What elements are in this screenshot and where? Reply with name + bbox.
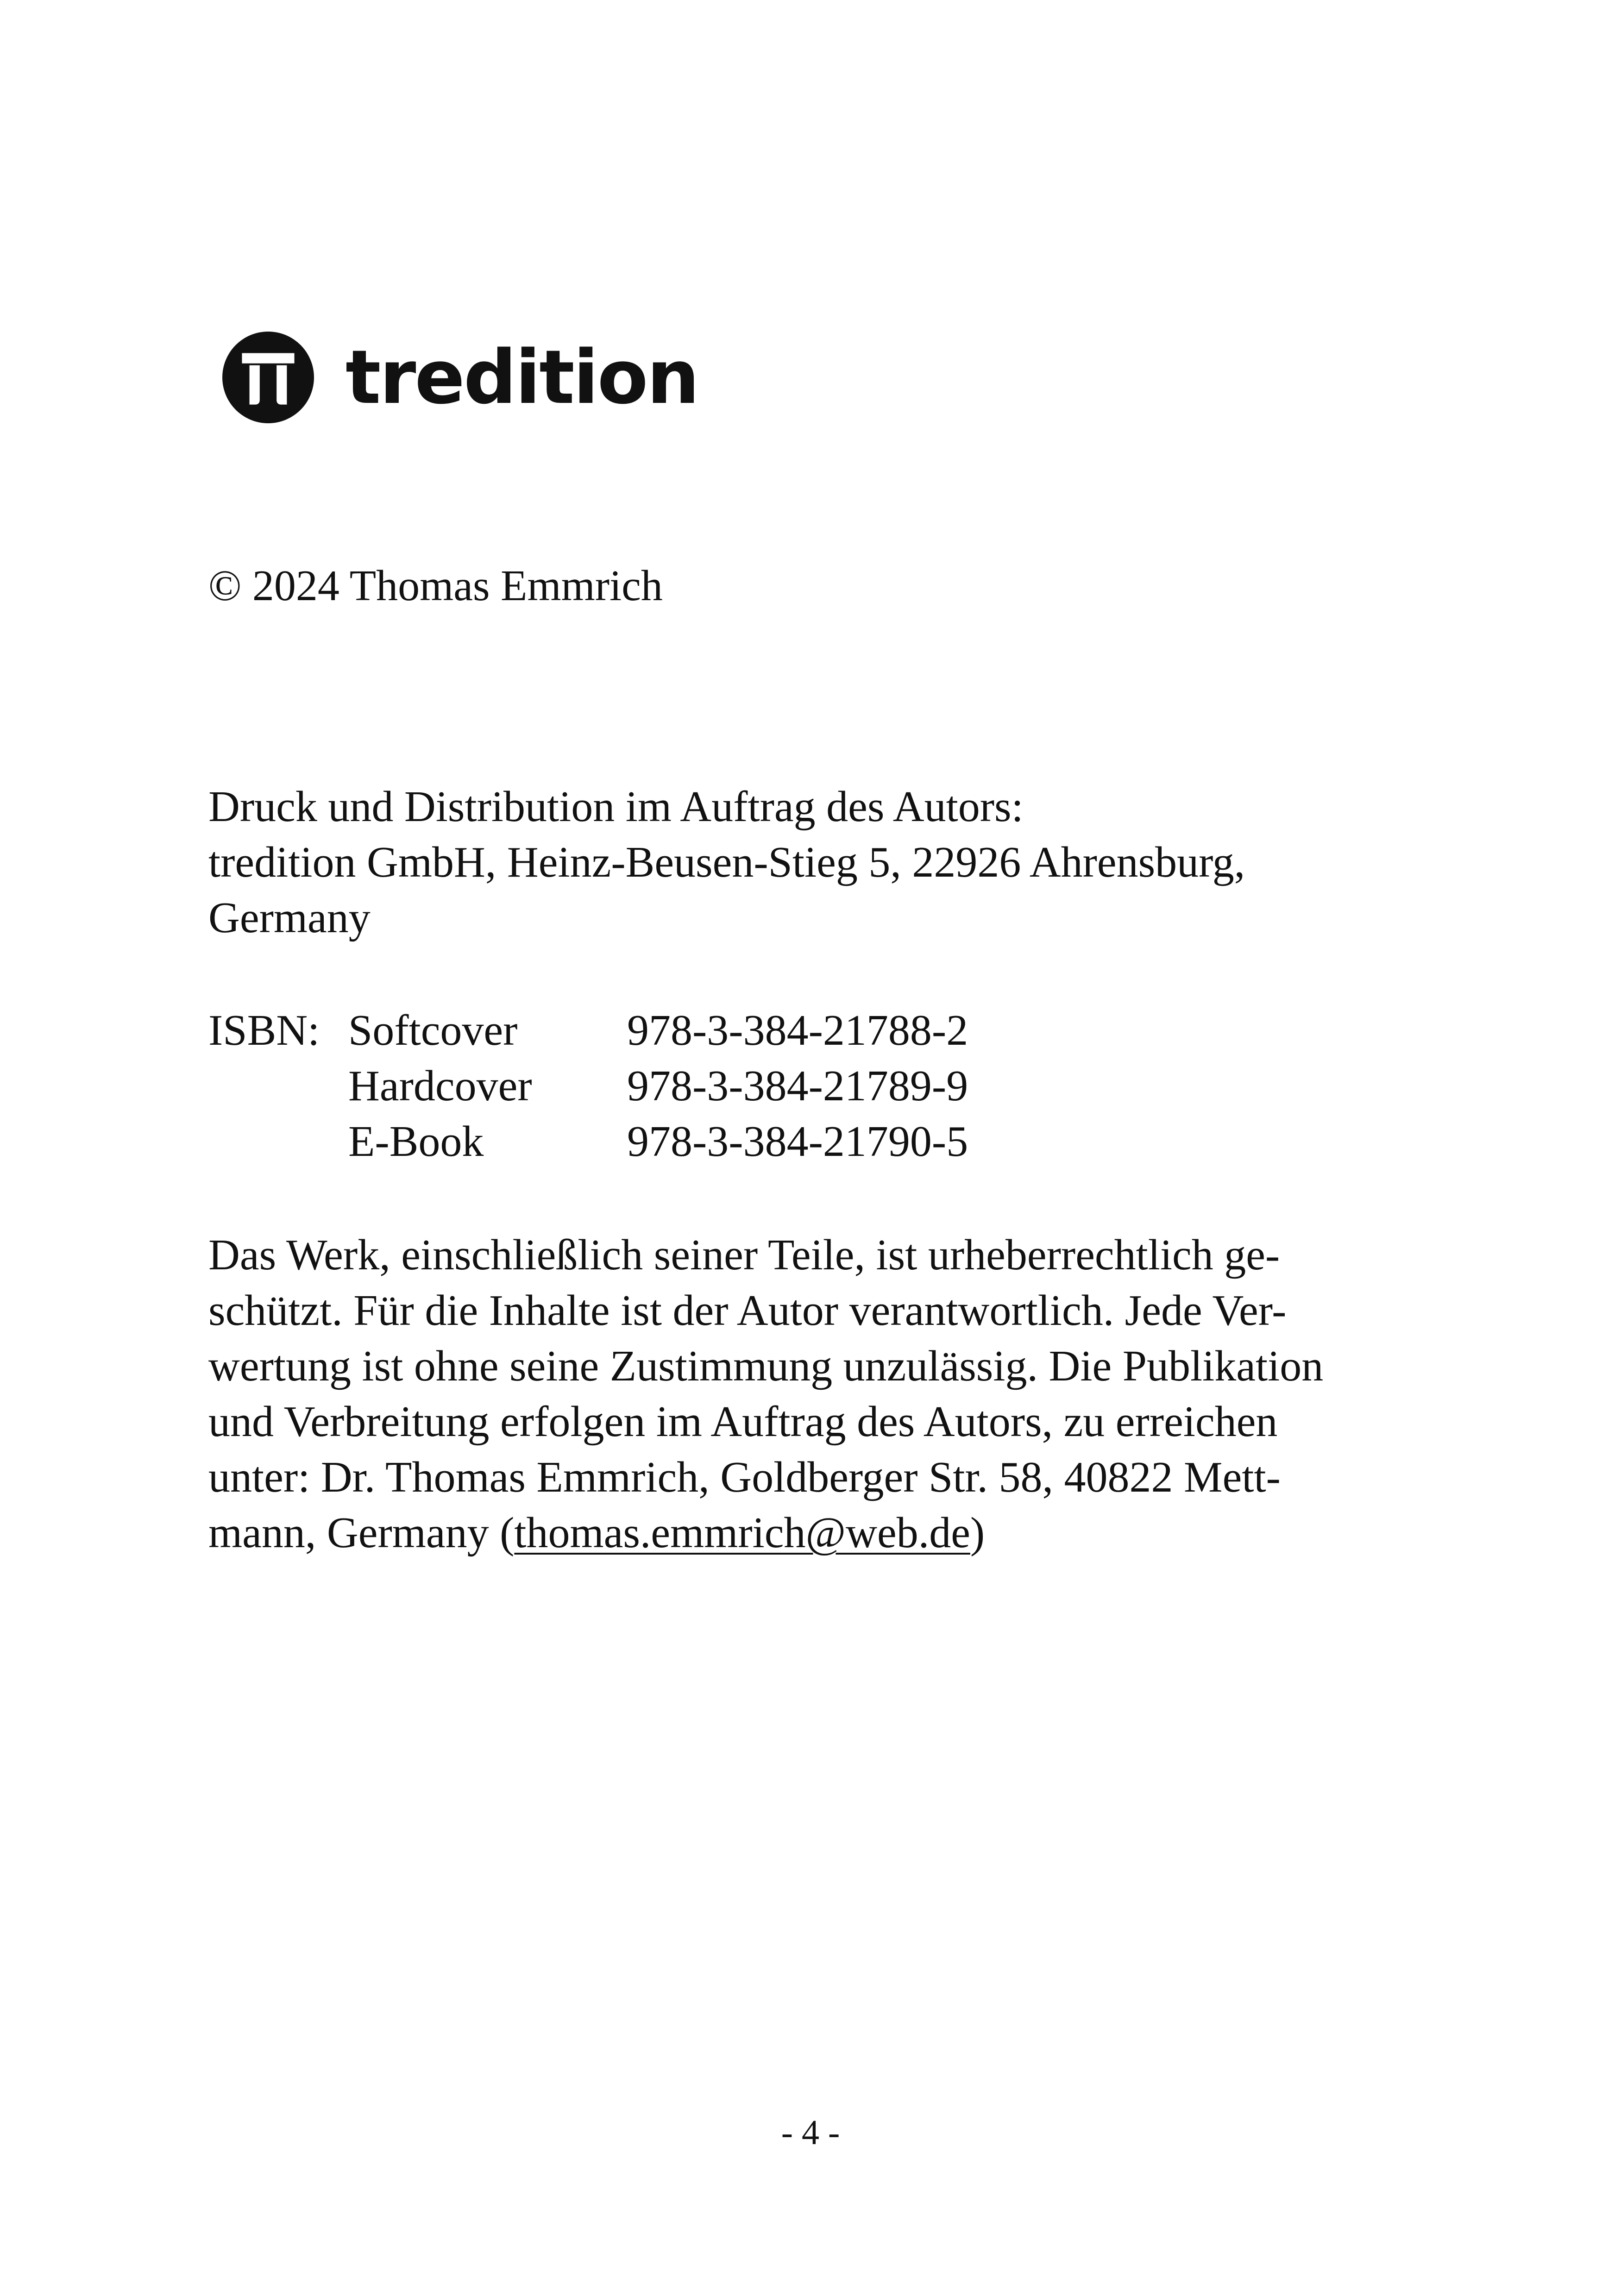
legal-line: Das Werk, einschließlich seiner Teile, ist urheberrechtlich ge- — [208, 1231, 1280, 1279]
isbn-number: 978-3-384-21790-5 — [627, 1117, 968, 1166]
isbn-format: Softcover — [348, 1006, 518, 1054]
legal-line: wertung ist ohne seine Zustimmung unzulässig. Die Publikation — [208, 1342, 1324, 1390]
copyright-line: © 2024 Thomas Emmrich — [208, 562, 663, 610]
isbn-number: 978-3-384-21789-9 — [627, 1062, 968, 1110]
print-info-line: Germany — [208, 894, 371, 942]
legal-line: schützt. Für die Inhalte ist der Autor verantwortlich. Jede Ver- — [208, 1286, 1287, 1335]
legal-line — [208, 1505, 1323, 1561]
legal-text: mann, Germany ( — [208, 1509, 515, 1557]
print-info — [208, 779, 1245, 946]
email-link[interactable]: thomas.emmrich@web.de — [514, 1509, 970, 1557]
page-number: - 4 - — [781, 2113, 840, 2152]
legal-line: unter: Dr. Thomas Emmrich, Goldberger Str. 58, 40822 Mett- — [208, 1453, 1281, 1501]
isbn-format: E-Book — [348, 1117, 484, 1166]
legal-line: und Verbreitung erfolgen im Auftrag des Autors, zu erreichen — [208, 1398, 1278, 1446]
isbn-format: Hardcover — [348, 1062, 532, 1110]
isbn-number: 978-3-384-21788-2 — [627, 1006, 968, 1054]
print-info-line: tredition GmbH, Heinz-Beusen-Stieg 5, 22926 Ahrensburg, — [208, 838, 1245, 886]
isbn-label: ISBN: — [208, 1006, 320, 1054]
legal-text: ) — [970, 1509, 985, 1557]
isbn-row — [208, 1003, 968, 1058]
publisher-wordmark: tredition — [346, 334, 698, 420]
publisher-logo — [221, 331, 698, 424]
isbn-row — [208, 1114, 968, 1169]
legal-notice — [208, 1227, 1323, 1561]
isbn-row — [208, 1058, 968, 1114]
isbn-block — [208, 1003, 968, 1169]
print-info-line: Druck und Distribution im Auftrag des Autors: — [208, 783, 1024, 831]
tredition-t-icon — [221, 331, 315, 424]
